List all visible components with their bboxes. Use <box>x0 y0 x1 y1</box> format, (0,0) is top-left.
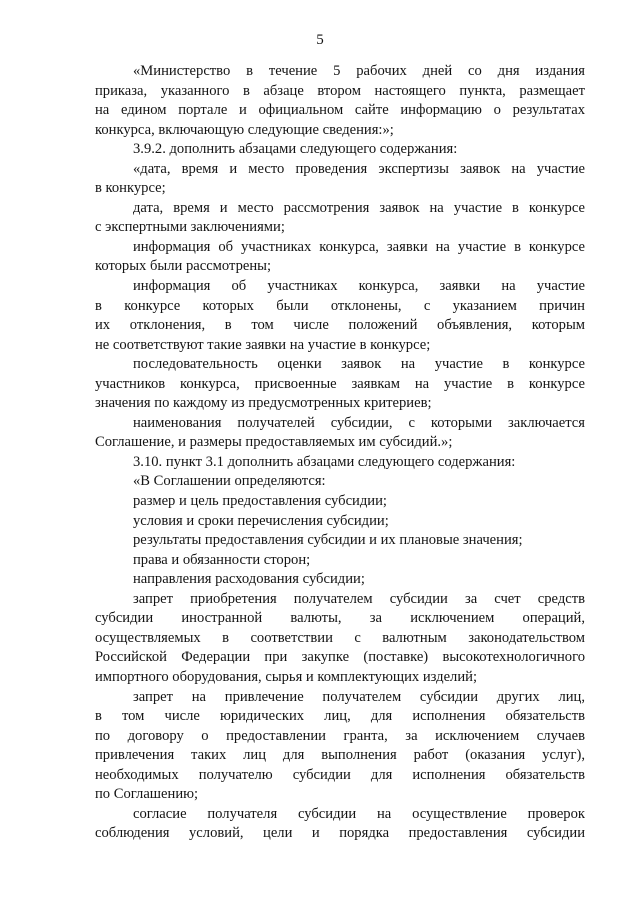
text-line: на едином портале и официальном сайте информацию о результатах <box>95 102 585 119</box>
text-line: привлечения таких лиц для выполнения работ (оказания услуг), <box>95 747 585 764</box>
text-line: согласие получателя субсидии на осуществление проверок <box>133 805 585 822</box>
text-line: не соответствуют такие заявки на участие в конкурсе; <box>95 336 431 353</box>
text-line: права и обязанности сторон; <box>133 551 311 568</box>
text-line: Российской Федерации при закупке (поставке) высокотехнологичного <box>95 649 585 666</box>
document-body <box>95 62 585 844</box>
text-line: наименования получателей субсидии, с которыми заключается <box>133 414 585 431</box>
text-line: запрет приобретения получателем субсидии за счет средств <box>133 590 585 607</box>
text-line: импортного оборудования, сырья и комплектующих изделий; <box>95 668 478 685</box>
text-line: условия и сроки перечисления субсидии; <box>133 512 389 529</box>
text-line: участников конкурса, присвоенные заявкам на участие в конкурсе <box>95 375 585 392</box>
text-line: «дата, время и место проведения экспертизы заявок на участие <box>133 160 585 177</box>
text-line: запрет на привлечение получателем субсидии других лиц, <box>133 688 585 705</box>
text-line: значения по каждому из предусмотренных критериев; <box>95 395 432 412</box>
text-line: субсидии иностранной валюты, за исключением операций, <box>95 610 585 627</box>
text-line: 3.9.2. дополнить абзацами следующего содержания: <box>133 141 458 158</box>
text-line: «В Соглашении определяются: <box>133 473 326 490</box>
text-line: в конкурсе которых были отклонены, с указанием причин <box>95 297 585 314</box>
text-line: размер и цель предоставления субсидии; <box>133 493 387 510</box>
text-line: результаты предоставления субсидии и их плановые значения; <box>133 532 523 549</box>
text-line: в конкурсе; <box>95 180 166 197</box>
text-line: дата, время и место рассмотрения заявок на участие в конкурсе <box>133 199 585 216</box>
text-line: последовательность оценки заявок на участие в конкурсе <box>133 356 585 373</box>
text-line: информация об участниках конкурса, заявки на участие в конкурсе <box>133 238 585 255</box>
text-line: конкурса, включающую следующие сведения:»; <box>95 121 394 138</box>
text-line: 3.10. пункт 3.1 дополнить абзацами следующего содержания: <box>133 453 516 470</box>
text-line: с экспертными заключениями; <box>95 219 285 236</box>
text-line: по Соглашению; <box>95 786 199 803</box>
text-line: которых были рассмотрены; <box>95 258 272 275</box>
page-number: 5 <box>316 32 324 48</box>
text-line: в том числе юридических лиц, для исполнения обязательств <box>95 708 585 725</box>
text-line: направления расходования субсидии; <box>133 571 365 588</box>
text-line: приказа, указанного в абзаце втором настоящего пункта, размещает <box>95 82 585 99</box>
text-line: «Министерство в течение 5 рабочих дней со дня издания <box>133 63 585 79</box>
text-line: соблюдения условий, цели и порядка предоставления субсидии <box>95 825 585 842</box>
text-line: необходимых получателю субсидии для исполнения обязательств <box>95 766 585 783</box>
text-line: информация об участниках конкурса, заявки на участие <box>133 278 585 295</box>
text-line: осуществляемых в соответствии с валютным законодательством <box>95 629 585 646</box>
text-line: их отклонения, в том числе положений объявления, которым <box>95 317 585 334</box>
text-line: Соглашение, и размеры предоставляемых им субсидий.»; <box>95 434 453 451</box>
text-line: по договору о предоставлении гранта, за исключением случаев <box>95 727 585 744</box>
